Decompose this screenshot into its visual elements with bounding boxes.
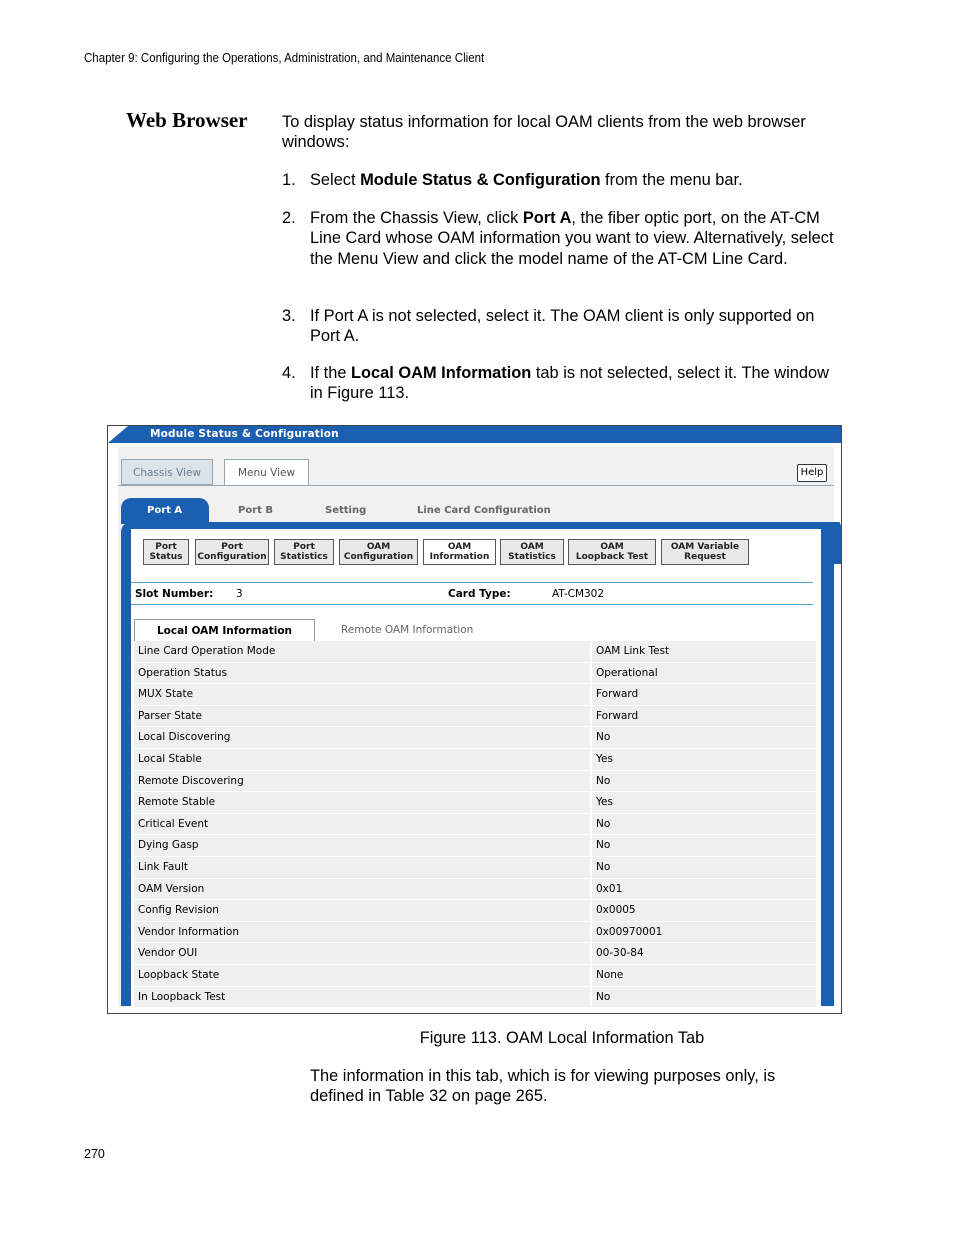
button-line: OAM <box>520 542 544 552</box>
row-key: Loopback State <box>138 968 220 981</box>
divider <box>131 604 813 605</box>
row-value: No <box>596 731 611 744</box>
row-value: No <box>596 839 611 852</box>
table-row <box>134 987 816 1009</box>
button-line: Request <box>684 551 726 562</box>
step-number: 1. <box>282 171 296 189</box>
row-key: Parser State <box>138 709 202 722</box>
row-value: None <box>596 968 624 981</box>
tab-menu-view[interactable]: Menu View <box>224 459 309 485</box>
table-row <box>134 965 816 987</box>
row-value: Operational <box>596 666 658 679</box>
table-row <box>134 684 816 706</box>
oam-statistics-button[interactable] <box>500 539 564 565</box>
tab-port-b[interactable]: Port B <box>238 505 274 516</box>
row-key: Local Stable <box>138 752 202 765</box>
table-row <box>134 922 816 944</box>
row-key: Line Card Operation Mode <box>138 645 276 657</box>
tab-chassis-view[interactable]: Chassis View <box>121 459 213 485</box>
row-key: OAM Version <box>138 882 205 895</box>
button-line: OAM <box>447 542 472 552</box>
table-row <box>134 771 816 793</box>
oam-information-button[interactable] <box>423 539 496 565</box>
figure-caption: Figure 113. OAM Local Information Tab <box>419 1029 705 1047</box>
module-titlebar <box>108 426 841 443</box>
tab-remote-oam-information[interactable]: Remote OAM Information <box>341 624 474 636</box>
button-line: Loopback Test <box>575 551 649 562</box>
tab-line-card-configuration[interactable]: Line Card Configuration <box>417 505 551 516</box>
card-type-value: AT-CM302 <box>552 588 605 600</box>
step-text: from the menu bar. <box>600 171 743 189</box>
table-row <box>134 663 816 685</box>
table-row <box>134 835 816 857</box>
button-line: OAM <box>366 542 391 552</box>
row-key: Config Revision <box>138 904 219 917</box>
row-key: Vendor Information <box>138 925 240 938</box>
tab-local-oam-information[interactable]: Local OAM Information <box>134 619 315 641</box>
step-number: 3. <box>282 307 296 325</box>
port-status-button[interactable] <box>143 539 189 565</box>
row-value: No <box>596 774 611 787</box>
row-value: 0x01 <box>596 882 623 895</box>
row-value: 00-30-84 <box>596 947 644 960</box>
row-key: In Loopback Test <box>138 990 226 1003</box>
table-row <box>134 900 816 922</box>
row-value: 0x0005 <box>596 904 636 917</box>
button-line: OAM Variable <box>670 542 740 552</box>
slot-number-label: Slot Number: <box>135 588 214 600</box>
row-key: Critical Event <box>138 817 209 830</box>
step-text: From the Chassis View, click <box>310 209 523 227</box>
page-number: 270 <box>84 1147 105 1161</box>
port-configuration-button[interactable] <box>195 539 269 565</box>
oam-configuration-button[interactable] <box>339 539 418 565</box>
row-value: Yes <box>596 796 613 809</box>
divider <box>118 485 834 486</box>
row-value: No <box>596 990 611 1003</box>
row-key: Remote Discovering <box>138 774 244 787</box>
row-value: Forward <box>596 688 639 701</box>
button-line: Configuration <box>343 551 414 562</box>
button-line: Information <box>429 551 490 562</box>
step-text: tab is not selected, select it. The window in Figure 113. <box>310 364 829 403</box>
intro-paragraph: To display status information for local OAM clients from the web browser windows: <box>282 113 806 152</box>
step-bold: Module Status & Configuration <box>360 171 601 189</box>
button-line: Status <box>149 551 183 562</box>
port-content <box>131 529 821 1008</box>
step-text: , the fiber optic port, on the AT-CM Line Card whose OAM information you want to view. Alternatively, select the Menu View and click the model name of the AT-CM Line Card. <box>310 209 834 268</box>
section-title: Web Browser <box>126 108 248 132</box>
table-row <box>134 641 816 663</box>
help-button[interactable]: Help <box>797 464 827 482</box>
row-key: MUX State <box>138 688 194 701</box>
oam-info-table <box>134 641 816 1008</box>
port-statistics-button[interactable] <box>274 539 334 565</box>
step-bold: Port A <box>522 209 572 227</box>
row-value: 0x00970001 <box>596 925 663 938</box>
table-row <box>134 749 816 771</box>
row-key: Vendor OUI <box>138 947 198 960</box>
table-row <box>134 857 816 879</box>
table-row <box>134 814 816 836</box>
divider <box>131 582 813 583</box>
table-row <box>134 706 816 728</box>
row-value: OAM Link Test <box>596 645 670 657</box>
step-bold: Local OAM Information <box>351 364 532 382</box>
button-line: Statistics <box>508 551 556 562</box>
row-key: Link Fault <box>138 860 189 873</box>
oam-variable-request-button[interactable] <box>661 539 749 565</box>
button-line: Port <box>293 542 315 552</box>
module-title: Module Status & Configuration <box>150 428 339 440</box>
row-key: Remote Stable <box>138 796 216 809</box>
step-number: 4. <box>282 364 296 382</box>
tab-setting[interactable]: Setting <box>325 505 367 516</box>
tab-port-a[interactable]: Port A <box>121 498 209 524</box>
table-row <box>134 792 816 814</box>
step-text: If Port A is not selected, select it. The OAM client is only supported on Port A. <box>310 307 815 346</box>
button-line: Port <box>221 542 243 552</box>
row-value: No <box>596 860 611 873</box>
module-panel <box>118 447 834 1007</box>
closing-paragraph: The information in this tab, which is for viewing purposes only, is defined in Table 32 on page 265. <box>310 1067 776 1106</box>
row-value: No <box>596 817 611 830</box>
row-value: Forward <box>596 709 639 722</box>
chapter-header: Chapter 9: Configuring the Operations, Administration, and Maintenance Client <box>84 51 485 65</box>
row-key: Local Discovering <box>138 731 231 744</box>
oam-loopback-test-button[interactable] <box>568 539 656 565</box>
row-value: Yes <box>596 752 613 765</box>
figure-screenshot <box>107 425 842 1014</box>
row-key: Dying Gasp <box>138 839 199 852</box>
card-type-label: Card Type: <box>448 588 511 600</box>
table-row <box>134 727 816 749</box>
table-row <box>134 943 816 965</box>
button-line: Statistics <box>280 551 328 562</box>
button-line: Configuration <box>197 551 267 562</box>
row-key: Operation Status <box>138 666 228 679</box>
port-tabs <box>121 498 821 528</box>
step-number: 2. <box>282 209 296 227</box>
step-text: If the <box>310 364 352 382</box>
button-line: OAM <box>600 542 624 552</box>
slot-number-value: 3 <box>236 588 243 600</box>
table-row <box>134 879 816 901</box>
button-line: Port <box>155 542 177 552</box>
step-text: Select <box>310 171 361 189</box>
